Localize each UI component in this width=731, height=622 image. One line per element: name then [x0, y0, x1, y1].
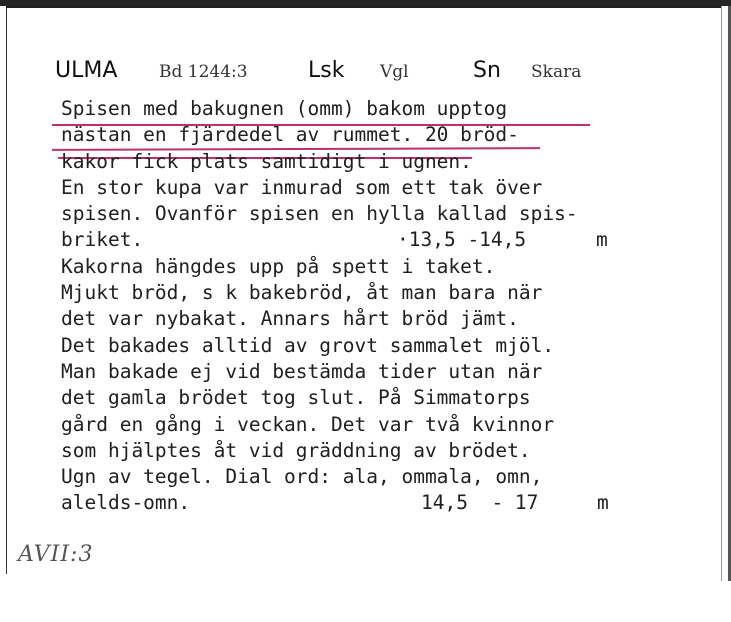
card-text: [61, 96, 701, 517]
measure-unit: m: [597, 491, 609, 515]
text-segment: alelds-omn.: [61, 491, 191, 515]
text-segment: briket.: [61, 228, 144, 252]
text-line: Det bakades alltid av grovt sammalet mjöl.: [61, 333, 555, 357]
text-line: Ugn av tegel. Dial ord: ala, ommala, omn,: [61, 465, 543, 489]
text-line: Man bakade ej vid bestämda tider utan när: [61, 359, 543, 383]
text-line: kakor fick plats samtidigt i ugnen.: [61, 149, 472, 173]
text-line: nästan en fjärdedel av rummet. 20 bröd-: [61, 123, 519, 147]
text-line: det gamla brödet tog slut. På Simmatorps: [61, 386, 531, 410]
landskap-label: Lsk: [308, 58, 345, 83]
card-header: [55, 58, 655, 92]
landskap-value: Vgl: [380, 62, 409, 82]
text-line: spisen. Ovanför spisen en hylla kallad spis-: [61, 202, 578, 226]
text-line: gård en gång i veckan. Det var två kvinnor: [61, 412, 555, 436]
text-line: det var nybakat. Annars hårt bröd jämt.: [61, 307, 519, 331]
measure-unit: m: [596, 228, 608, 252]
text-line: En stor kupa var inmurad som ett tak över: [61, 175, 543, 199]
volume-number: Bd 1244:3: [159, 62, 248, 82]
text-line: som hjälptes åt vid gräddning av brödet.: [61, 438, 531, 462]
text-line: Kakorna hängdes upp på spett i taket.: [61, 254, 496, 278]
measure-range: ·13,5 -14,5: [397, 228, 527, 252]
text-line-with-measure: [61, 490, 701, 516]
text-line-with-measure: [61, 227, 701, 253]
archive-label: ULMA: [55, 58, 118, 83]
text-line: Spisen med bakugnen (omm) bakom upptog: [61, 97, 508, 120]
handwritten-note: AVII:3: [18, 542, 94, 567]
text-line: Mjukt bröd, s k bakebröd, åt man bara när: [61, 281, 543, 305]
socken-label: Sn: [473, 58, 501, 83]
socken-value: Skara: [531, 62, 582, 82]
measure-range: 14,5 - 17: [421, 491, 539, 515]
